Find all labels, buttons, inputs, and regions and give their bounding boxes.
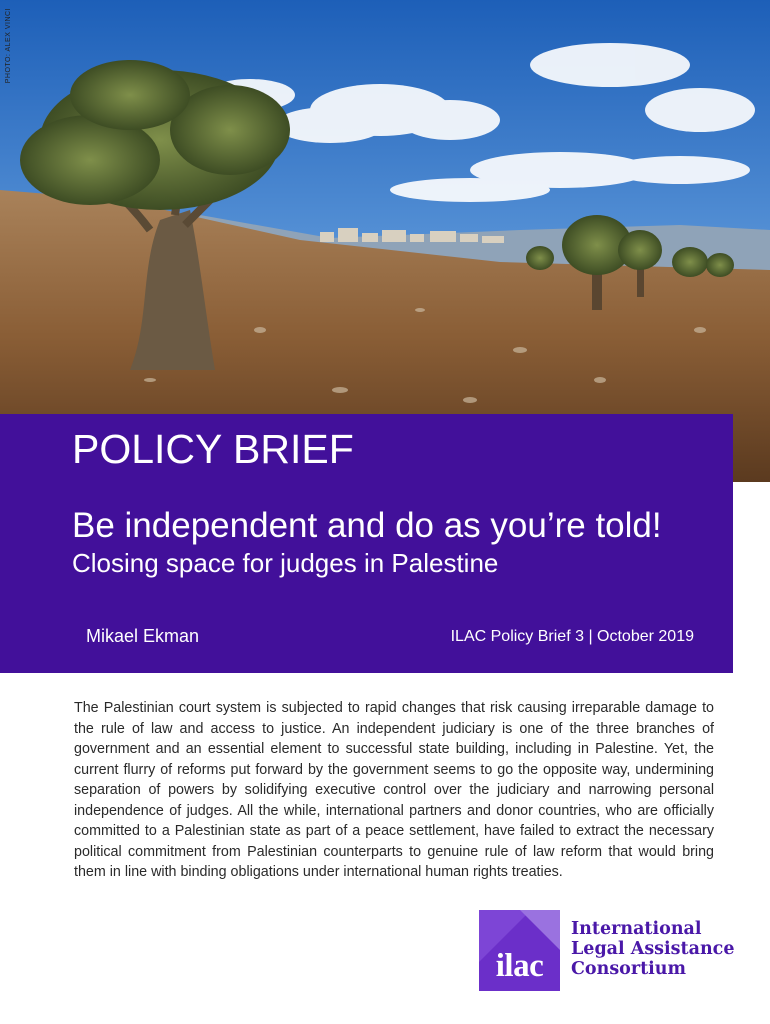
headline: Be independent and do as you’re told! (72, 506, 662, 545)
subtitle: Closing space for judges in Palestine (72, 548, 499, 578)
organization-name-line-1: International (571, 919, 702, 939)
photo-credit: PHOTO: ALEX VINCI (5, 8, 12, 84)
organization-name-line-2: Legal Assistance (571, 939, 735, 959)
author-name: Mikael Ekman (86, 626, 200, 646)
ilac-logo-mark (479, 910, 560, 991)
logo-mark-text: ilac (495, 948, 544, 984)
title-band (0, 414, 733, 673)
abstract-paragraph: The Palestinian court system is subjected to rapid changes that risk causing irreparable damage to the rule of law and access to justice. An independent judiciary is one of the three branches of government and an essential element to successful state building, including in Palestine. Yet, the current flurry of reforms put forward by the government seems to go the opposite way, undermining separation of powers by solidifying executive control over the judiciary and narrowing personal independence of judges. All the while, international partners and donor countries, who are officially committed to a Palestinian state as part of a peace settlement, have failed to extract the necessary political commitment from Palestinian counterparts to genuine rule of law reform that would bring them in line with binding obligations under international human rights treaties. (74, 700, 714, 880)
publication-info: ILAC Policy Brief 3 | October 2019 (450, 628, 694, 645)
document-type-label: POLICY BRIEF (72, 426, 354, 472)
organization-name (571, 919, 734, 979)
organization-name-line-3: Consortium (571, 959, 687, 979)
cover-photo (0, 0, 770, 482)
olive-grove-landscape-image (0, 0, 770, 482)
